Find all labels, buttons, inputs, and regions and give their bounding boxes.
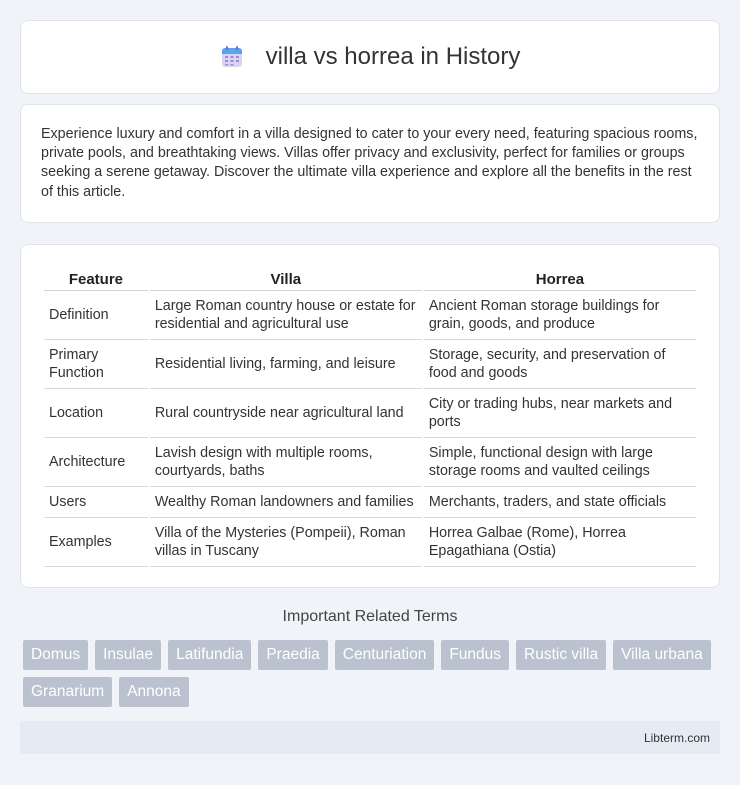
table-cell-villa: Lavish design with multiple rooms, courtyards, baths <box>150 438 422 487</box>
table-cell-horrea: Horrea Galbae (Rome), Horrea Epagathiana (Ostia) <box>424 518 696 567</box>
table-cell-horrea: Simple, functional design with large storage rooms and vaulted ceilings <box>424 438 696 487</box>
related-term-tag[interactable]: Latifundia <box>168 640 251 670</box>
related-term-tag[interactable]: Villa urbana <box>613 640 711 670</box>
table-cell-horrea: Ancient Roman storage buildings for grain, goods, and produce <box>424 291 696 340</box>
table-cell-horrea: Merchants, traders, and state officials <box>424 487 696 518</box>
table-header-row <box>44 265 696 291</box>
table-row <box>44 438 696 487</box>
table-row <box>44 291 696 340</box>
related-terms-title: Important Related Terms <box>282 608 458 625</box>
header-card <box>20 20 720 94</box>
related-term-tag[interactable]: Domus <box>23 640 88 670</box>
table-cell-villa: Villa of the Mysteries (Pompeii), Roman villas in Tuscany <box>150 518 422 567</box>
related-term-tag[interactable]: Insulae <box>95 640 161 670</box>
footer-site-link[interactable]: Libterm.com <box>643 730 710 745</box>
comparison-table <box>42 265 698 567</box>
page-title: villa vs horrea in History <box>265 43 521 70</box>
related-term-tag[interactable]: Centuriation <box>335 640 435 670</box>
related-term-tag[interactable]: Annona <box>119 677 188 707</box>
table-cell-villa: Rural countryside near agricultural land <box>150 389 422 438</box>
related-term-tag[interactable]: Granarium <box>23 677 112 707</box>
table-cell-feature: Users <box>44 487 148 518</box>
table-cell-feature: Primary Function <box>44 340 148 389</box>
table-cell-feature: Definition <box>44 291 148 340</box>
table-cell-villa: Large Roman country house or estate for residential and agricultural use <box>150 291 422 340</box>
table-row <box>44 487 696 518</box>
comparison-table-card <box>20 244 720 588</box>
related-term-tag[interactable]: Rustic villa <box>516 640 606 670</box>
calendar-icon <box>220 45 244 69</box>
table-cell-feature: Architecture <box>44 438 148 487</box>
table-cell-horrea: City or trading hubs, near markets and ports <box>424 389 696 438</box>
table-row <box>44 389 696 438</box>
table-cell-feature: Location <box>44 389 148 438</box>
intro-card <box>20 104 720 223</box>
table-row <box>44 518 696 567</box>
related-terms-list <box>23 640 723 714</box>
column-header-feature: Feature <box>44 265 148 291</box>
table-cell-feature: Examples <box>44 518 148 567</box>
column-header-horrea: Horrea <box>424 265 696 291</box>
related-term-tag[interactable]: Praedia <box>258 640 327 670</box>
footer <box>20 721 720 754</box>
table-cell-villa: Residential living, farming, and leisure <box>150 340 422 389</box>
table-cell-horrea: Storage, security, and preservation of food and goods <box>424 340 696 389</box>
related-term-tag[interactable]: Fundus <box>441 640 509 670</box>
table-row <box>44 340 696 389</box>
table-cell-villa: Wealthy Roman landowners and families <box>150 487 422 518</box>
intro-text: Experience luxury and comfort in a villa designed to cater to your every need, featuring spacious rooms, private pools, and breathtaking views. Villas offer privacy and exclusivity, perfect for families or groups seeking a serene getaway. Discover the ultimate villa experience and explore all the benefits in the rest of this article. <box>41 126 698 200</box>
column-header-villa: Villa <box>150 265 422 291</box>
